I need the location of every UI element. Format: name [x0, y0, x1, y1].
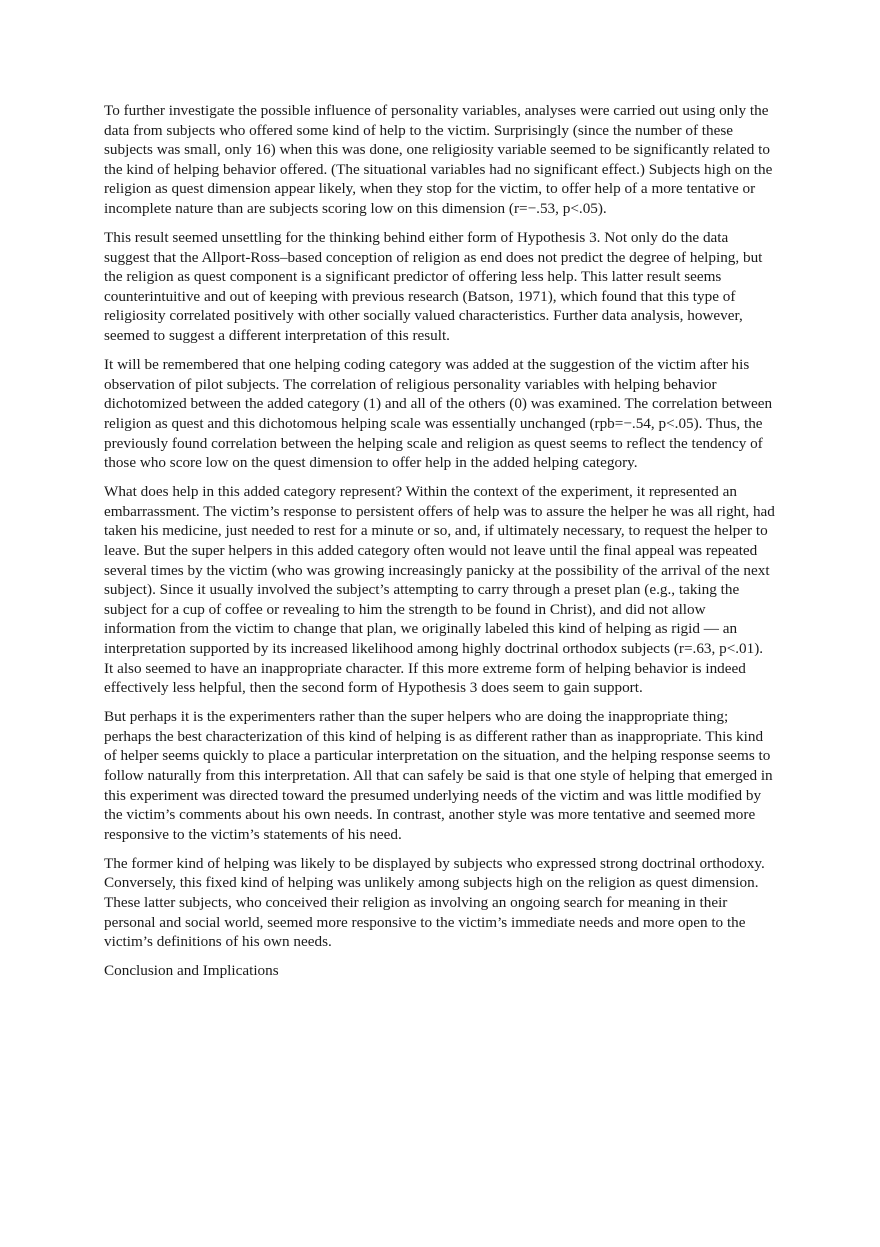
paragraph-experimenters: But perhaps it is the experimenters rather than the super helpers who are doing the inappropriate thing; perhaps the best characterization of this kind of helping is as different rather than as inappropriate. This kind of helper seems quickly to place a particular interpretation on the situation, and the helping response seems to follow naturally from this interpretation. All that can safely be said is that one style of helping that emerged in this experiment was directed toward the presumed underlying needs of the victim and was little modified by the victim’s comments about his own needs. In contrast, another style was more tentative and seemed more responsive to the victim’s statements of his need.	[104, 708, 773, 843]
paragraph-helping-category: It will be remembered that one helping coding category was added at the suggestion of the victim after his observation of pilot subjects. The correlation of religious personality variables with helping behavior dichotomized between the added category (1) and all of the others (0) was examined. The correlation between religion as quest and this dichotomous helping scale was essentially unchanged (rpb=−.54, p<.05). Thus, the previously found correlation between the helping scale and religion as quest seems to reflect the tendency of those who score low on the quest dimension to offer help in the added helping category.	[104, 356, 773, 472]
paragraph-personality-analysis: To further investigate the possible influence of personality variables, analyses were carried out using only the data from subjects who offered some kind of help to the victim. Surprisingly (since the number of these subjects was small, only 16) when this was done, one religiosity variable seemed to be significantly related to the kind of helping behavior offered. (The situational variables had no significant effect.) Subjects high on the religion as quest dimension appear likely, when they stop for the victim, to offer help of a more tentative or incomplete nature than are subjects scoring low on this dimension (r=−.53, p<.05).	[104, 102, 773, 217]
paragraph-former-helping: The former kind of helping was likely to be displayed by subjects who expressed strong doctrinal orthodoxy. Conversely, this fixed kind of helping was unlikely among subjects high on the religion as quest dimension. These latter subjects, who conceived their religion as involving an ongoing search for meaning in their personal and social world, seemed more responsive to the victim’s immediate needs and more open to the victim’s definitions of his own needs.	[104, 854, 765, 951]
document-page	[104, 101, 776, 990]
paragraph-hypothesis-3: This result seemed unsettling for the thinking behind either form of Hypothesis 3. Not only do the data suggest that the Allport-Ross–based conception of religion as end does not predict the degree of helping, but the religion as quest component is a significant predictor of offering less help. This latter result seems counterintuitive and out of keeping with previous research (Batson, 1971), which found that this type of religiosity correlated positively with other socially valued characteristics. Further data analysis, however, seemed to suggest a different interpretation of this result.	[104, 229, 763, 345]
paragraph-added-category: What does help in this added category represent? Within the context of the experiment, it represented an embarrassment. The victim’s response to persistent offers of help was to assure the helper he was all right, had taken his medicine, just needed to rest for a minute or so, and, if ultimately necessary, to request the helper to leave. But the super helpers in this added category often would not leave until the final appeal was repeated several times by the victim (who was growing increasingly panicky at the possibility of the arrival of the next subject). Since it usually involved the subject’s attempting to carry through a preset plan (e.g., taking the subject for a cup of coffee or revealing to him the strength to be found in Christ), and did not allow information from the victim to change that plan, we originally labeled this kind of helping as rigid — an interpretation supported by its increased likelihood among highly doctrinal orthodox subjects (r=.63, p<.01). It also seemed to have an inappropriate character. If this more extreme form of helping behavior is indeed effectively less helpful, then the second form of Hypothesis 3 does seem to gain support.	[104, 483, 775, 697]
section-heading: Conclusion and Implications	[104, 962, 279, 980]
